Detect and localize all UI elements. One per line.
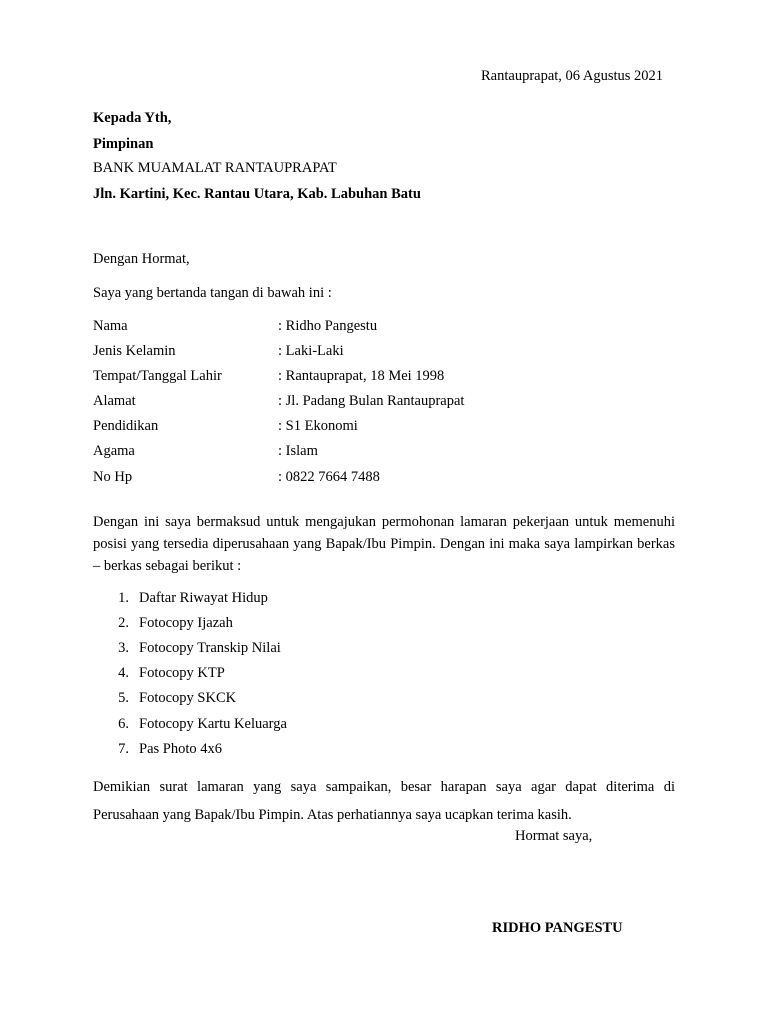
list-item: Daftar Riwayat Hidup	[139, 590, 268, 606]
info-label-alamat: Alamat	[93, 393, 136, 409]
body-paragraph: Dengan ini saya bermaksud untuk mengajukan permohonan lamaran pekerjaan untuk memenuhi posisi yang tersedia diperusahaan yang Bapak/Ibu Pimpin. Dengan ini maka saya lampirkan berkas – berkas sebagai berikut :	[93, 514, 675, 574]
list-item-number: 7.	[118, 741, 129, 757]
info-value-no-hp: : 0822 7664 7488	[278, 469, 380, 485]
list-item-number: 3.	[118, 640, 129, 656]
list-item: Pas Photo 4x6	[139, 741, 222, 757]
list-item: Fotocopy Transkip Nilai	[139, 640, 281, 656]
info-value-pendidikan: : S1 Ekonomi	[278, 418, 358, 434]
list-item: Fotocopy Kartu Keluarga	[139, 716, 287, 732]
info-value-jenis-kelamin: : Laki-Laki	[278, 343, 344, 359]
info-value-ttl: : Rantauprapat, 18 Mei 1998	[278, 368, 445, 384]
info-label-jenis-kelamin: Jenis Kelamin	[93, 343, 176, 359]
sign-off: Hormat saya,	[515, 828, 593, 844]
list-item-number: 4.	[118, 665, 129, 681]
list-item: Fotocopy KTP	[139, 665, 225, 681]
recipient-salutation: Kepada Yth,	[93, 110, 172, 126]
list-item: Fotocopy SKCK	[139, 690, 237, 706]
info-label-pendidikan: Pendidikan	[93, 418, 159, 434]
recipient-address: Jln. Kartini, Kec. Rantau Utara, Kab. Labuhan Batu	[93, 186, 421, 202]
closing-paragraph: Demikian surat lamaran yang saya sampaikan, besar harapan saya agar dapat diterima di Perusahaan yang Bapak/Ibu Pimpin. Atas perhatiannya saya ucapkan terima kasih.	[93, 779, 675, 823]
info-value-nama: : Ridho Pangestu	[278, 318, 378, 334]
info-label-ttl: Tempat/Tanggal Lahir	[93, 368, 222, 384]
recipient-company: BANK MUAMALAT RANTAUPRAPAT	[93, 160, 337, 176]
list-item-number: 5.	[118, 690, 129, 706]
info-value-agama: : Islam	[278, 443, 318, 459]
info-value-alamat: : Jl. Padang Bulan Rantauprapat	[278, 393, 465, 409]
signature-name: RIDHO PANGESTU	[492, 920, 623, 936]
list-item: Fotocopy Ijazah	[139, 615, 233, 631]
list-item-number: 6.	[118, 716, 129, 732]
info-label-no-hp: No Hp	[93, 469, 133, 485]
intro-text: Saya yang bertanda tangan di bawah ini :	[93, 285, 332, 301]
place-date: Rantauprapat, 06 Agustus 2021	[481, 68, 664, 84]
greeting: Dengan Hormat,	[93, 251, 190, 267]
info-label-agama: Agama	[93, 443, 135, 459]
list-item-number: 2.	[118, 615, 129, 631]
list-item-number: 1.	[118, 590, 129, 606]
info-label-nama: Nama	[93, 318, 128, 334]
recipient-position: Pimpinan	[93, 136, 154, 152]
